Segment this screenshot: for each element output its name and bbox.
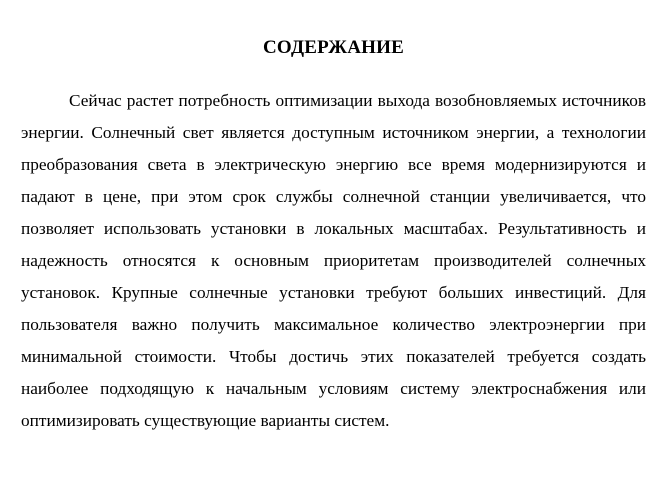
page-title: СОДЕРЖАНИЕ	[263, 37, 404, 58]
body-paragraph: Сейчас растет потребность оптимизации выхода возобновляемых источников энергии. Солнечный свет является доступным источником энергии, а технологии преобразования света в электрическую энергию все время модернизируются и падают в цене, при этом срок службы солнечной станции увеличивается, что позволяет использовать установки в локальных масштабах. Результативность и надежность относятся к основным приоритетам производителей солнечных установок. Крупные солнечные установки требуют больших инвестиций. Для пользователя важно получить максимальное количество электроэнергии при минимальной стоимости. Чтобы достичь этих показателей требуется создать наиболее подходящую к начальным условиям систему электроснабжения или оптимизировать существующие варианты систем.	[21, 91, 646, 430]
